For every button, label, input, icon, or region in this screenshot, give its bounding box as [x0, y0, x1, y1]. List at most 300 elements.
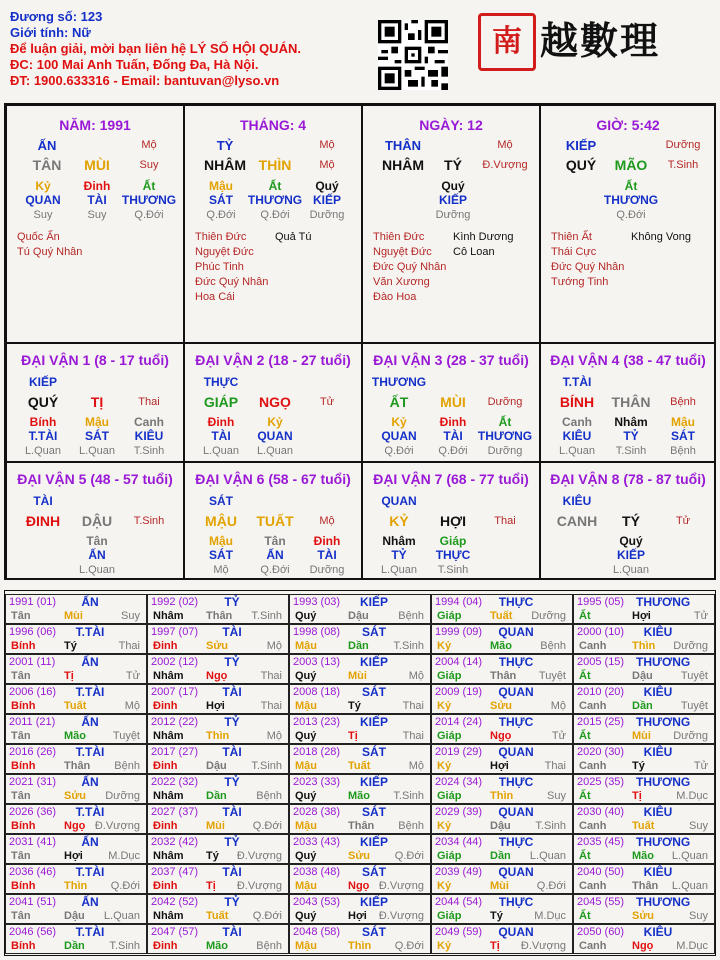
year-star: SÁT [362, 865, 386, 879]
year-can: Canh [579, 640, 607, 652]
decade-hidden-stem: Mậu [85, 415, 109, 429]
pillar-chi: THÌN [258, 157, 292, 173]
year-star: SÁT [362, 925, 386, 939]
year-cell [431, 594, 573, 624]
decade-hidden-star: TỶ [623, 429, 639, 443]
pillar-can: QUÝ [565, 157, 597, 173]
year-star: THỰC [498, 655, 534, 669]
decade-hidden-life: L.Quan [24, 445, 62, 457]
hidden-stem: Kỷ [35, 179, 51, 193]
year-can: Kỷ [437, 880, 452, 892]
year-chi: Dần [348, 640, 369, 652]
year-chi: Tị [632, 790, 642, 802]
year-chi: Tý [64, 640, 77, 652]
year-cell [5, 654, 147, 684]
decade-can: ẤT [389, 394, 409, 410]
year-can: Nhâm [153, 910, 184, 922]
year-star: THƯƠNG [636, 715, 691, 729]
year-life: Q.Đới [110, 880, 140, 892]
year-label: 2039 (49) [435, 866, 483, 878]
year-star: T.TÀI [75, 685, 105, 699]
year-can: Nhâm [153, 610, 184, 622]
contact-line: Để luận giải, mời bạn liên hệ LÝ SỐ HỘI QUÁN. [10, 41, 301, 56]
year-cell [147, 594, 289, 624]
decade-hidden-star: THƯƠNG [477, 429, 533, 443]
year-star: QUAN [498, 625, 534, 639]
decade-cell [540, 462, 716, 580]
year-star: KIÊU [643, 745, 673, 759]
year-life: Q.Đới [394, 940, 424, 952]
year-life: Đ.Vượng [236, 850, 282, 862]
year-can: Canh [579, 880, 607, 892]
year-cell [431, 864, 573, 894]
year-can: Mậu [295, 640, 317, 652]
annual-luck-table [4, 590, 716, 956]
year-can: Giáp [437, 790, 462, 802]
decade-hidden-stem: Tân [86, 534, 108, 548]
year-star: SÁT [362, 685, 386, 699]
year-life: T.Sinh [535, 820, 566, 832]
year-star: ẤN [81, 895, 99, 909]
decade-hidden-life: L.Quan [78, 564, 116, 576]
year-life: L.Quan [671, 850, 708, 862]
year-cell [289, 804, 431, 834]
year-can: Kỷ [437, 760, 452, 772]
hidden-star: THƯƠNG [121, 193, 177, 207]
decade-hidden-stem: Đinh [313, 534, 341, 548]
year-chi: Mùi [64, 610, 83, 622]
hidden-life: Q.Đới [260, 209, 290, 221]
year-life: Mộ [266, 640, 282, 652]
year-label: 2022 (32) [151, 776, 199, 788]
year-can: Nhâm [153, 670, 184, 682]
pillar-life2: Suy [139, 159, 159, 171]
decade-cell [362, 462, 540, 580]
year-label: 2038 (48) [293, 866, 341, 878]
year-label: 2033 (43) [293, 836, 341, 848]
year-star: QUAN [498, 805, 534, 819]
year-cell [5, 804, 147, 834]
pillar-life2: T.Sinh [667, 159, 699, 171]
decade-life: Thai [138, 396, 160, 408]
year-can: Bính [11, 820, 36, 832]
year-life: Tuyệt [538, 670, 566, 682]
year-can: Tân [11, 850, 31, 862]
year-label: 2027 (37) [151, 806, 199, 818]
year-can: Bính [11, 640, 36, 652]
decade-cell [6, 462, 184, 580]
decade-hidden-life: Mộ [213, 564, 229, 576]
year-label: 2047 (57) [151, 926, 199, 938]
year-can: Mậu [295, 760, 317, 772]
year-cell [147, 684, 289, 714]
year-chi: Dậu [206, 760, 227, 772]
year-can: Ất [579, 790, 591, 802]
year-life: Đ.Vượng [378, 880, 424, 892]
decade-chi: HỢI [440, 513, 466, 529]
year-can: Mậu [295, 880, 317, 892]
header-info [10, 9, 301, 89]
year-label: 2021 (31) [9, 776, 57, 788]
spirit-good: Tú Quý Nhân [17, 246, 83, 258]
hidden-stem: Quý [441, 179, 465, 193]
year-star: TÀI [222, 625, 242, 639]
year-life: T.Sinh [393, 790, 424, 802]
year-chi: Hợi [64, 850, 83, 862]
pillar-cell [540, 105, 716, 343]
year-can: Bính [11, 760, 36, 772]
year-life: Mộ [408, 670, 424, 682]
pillar-chi: MÃO [614, 157, 648, 173]
year-label: 2018 (28) [293, 746, 341, 758]
decade-hidden-life: Q.Đới [438, 445, 468, 457]
year-star: KIẾP [359, 835, 388, 849]
year-cell [289, 924, 431, 954]
year-label: 2006 (16) [9, 686, 57, 698]
decade-life: Dưỡng [487, 396, 523, 408]
year-star: ẤN [81, 715, 99, 729]
year-life: Tử [693, 760, 708, 772]
year-cell [573, 654, 715, 684]
decade-hidden-stem: Nhâm [614, 415, 648, 429]
decade-hidden-life: Q.Đới [260, 564, 290, 576]
year-can: Canh [579, 760, 607, 772]
year-label: 2001 (11) [9, 656, 56, 668]
year-star: KIÊU [643, 805, 673, 819]
year-can: Nhâm [153, 730, 184, 742]
year-label: 2015 (25) [577, 716, 625, 728]
year-star: ẤN [81, 835, 99, 849]
year-life: Suy [121, 610, 140, 622]
decade-chi: THÂN [611, 394, 651, 410]
year-label: 1999 (09) [435, 626, 483, 638]
year-cell [431, 834, 573, 864]
spirit-good: Thiên Đức [373, 231, 425, 243]
decade-title: ĐẠI VẬN 3 (28 - 37 tuổi) [373, 352, 529, 368]
decade-title: ĐẠI VẬN 8 (78 - 87 tuổi) [550, 471, 706, 487]
year-life: Bệnh [256, 940, 282, 952]
year-label: 2025 (35) [577, 776, 625, 788]
year-life: Mộ [124, 700, 140, 712]
year-cell [289, 834, 431, 864]
decade-hidden-stem: Ất [498, 415, 512, 429]
spirit-bad: Quả Tú [275, 231, 312, 243]
year-chi: Dậu [632, 670, 653, 682]
year-chi: Tị [348, 730, 358, 742]
year-chi: Tý [348, 700, 361, 712]
decade-hidden-star: SÁT [209, 548, 233, 562]
year-star: TỶ [224, 655, 240, 669]
year-star: ẤN [81, 655, 99, 669]
year-can: Giáp [437, 850, 462, 862]
decade-title: ĐẠI VẬN 1 (8 - 17 tuổi) [21, 352, 169, 368]
year-star: T.TÀI [75, 925, 105, 939]
hidden-stem: Ất [624, 179, 638, 193]
decade-chi: TUẤT [256, 513, 294, 529]
year-cell [573, 744, 715, 774]
pillar-title: GIỜ: 5:42 [596, 117, 660, 133]
year-star: THƯƠNG [636, 835, 691, 849]
year-can: Đinh [153, 880, 178, 892]
year-life: M.Dục [676, 940, 708, 952]
year-star: THƯƠNG [636, 775, 691, 789]
year-star: SÁT [362, 805, 386, 819]
decade-star: TÀI [33, 494, 53, 508]
year-chi: Thân [64, 760, 91, 772]
pillar-chi: TÝ [444, 157, 462, 173]
year-cell [147, 624, 289, 654]
decade-hidden-life: L.Quan [78, 445, 116, 457]
year-label: 2037 (47) [151, 866, 199, 878]
decade-can: BÍNH [559, 394, 595, 410]
spirit-good: Thiên Đức [195, 231, 247, 243]
year-chi: Tý [632, 760, 645, 772]
year-chi: Tị [64, 670, 74, 682]
hidden-life: Q.Đới [206, 209, 236, 221]
year-chi: Sửu [64, 790, 87, 802]
year-star: SÁT [362, 625, 386, 639]
year-cell [573, 714, 715, 744]
decade-star: KIẾP [28, 375, 58, 389]
year-can: Ất [579, 610, 591, 622]
decade-hidden-star: SÁT [671, 429, 695, 443]
decade-hidden-stem: Đinh [207, 415, 235, 429]
year-label: 2042 (52) [151, 896, 199, 908]
year-star: T.TÀI [75, 625, 105, 639]
year-label: 2043 (53) [293, 896, 341, 908]
year-can: Canh [579, 820, 607, 832]
year-life: Thai [402, 730, 424, 742]
year-life: Bệnh [114, 760, 140, 772]
decade-star: SÁT [209, 494, 233, 508]
year-chi: Sửu [348, 850, 371, 862]
year-label: 1992 (02) [151, 596, 199, 608]
year-label: 2017 (27) [151, 746, 199, 758]
decade-hidden-life: Dưỡng [487, 445, 523, 457]
year-label: 2035 (45) [577, 836, 625, 848]
year-chi: Dậu [490, 820, 511, 832]
decade-hidden-stem: Kỷ [267, 415, 283, 429]
year-chi: Ngọ [206, 670, 228, 682]
hidden-stem: Mậu [209, 179, 233, 193]
year-life: Dưỡng [673, 640, 708, 652]
year-chi: Hợi [206, 700, 225, 712]
year-can: Tân [11, 610, 31, 622]
year-chi: Sửu [632, 910, 655, 922]
year-chi: Mùi [348, 670, 367, 682]
year-can: Ất [579, 910, 591, 922]
year-life: Q.Đới [252, 820, 282, 832]
year-chi: Thìn [64, 880, 88, 892]
year-label: 2030 (40) [577, 806, 625, 818]
spirit-good: Phúc Tinh [195, 261, 244, 273]
year-star: ẤN [81, 595, 99, 609]
year-chi: Mùi [490, 880, 509, 892]
decade-star: KIÊU [562, 494, 592, 508]
decade-can: QUÝ [27, 394, 59, 410]
decade-hidden-stem: Canh [562, 415, 592, 429]
year-star: T.TÀI [75, 865, 105, 879]
year-cell [289, 714, 431, 744]
year-label: 2020 (30) [577, 746, 625, 758]
year-chi: Thân [348, 820, 375, 832]
year-label: 2023 (33) [293, 776, 341, 788]
year-chi: Thân [632, 880, 659, 892]
spirit-good: Đức Quý Nhân [195, 276, 269, 288]
year-cell [431, 684, 573, 714]
year-life: Suy [689, 820, 708, 832]
pillar-life: Dưỡng [665, 139, 701, 151]
year-label: 1994 (04) [435, 596, 483, 608]
decade-hidden-life: T.Sinh [615, 445, 647, 457]
pillar-star: ẤN [37, 138, 57, 153]
year-chi: Tuất [348, 760, 371, 772]
spirit-bad: Cô Loan [453, 246, 495, 258]
decade-star: THƯƠNG [371, 375, 427, 389]
decade-hidden-star: KIẾP [616, 548, 646, 562]
decade-hidden-stem: Canh [134, 415, 164, 429]
hidden-star: THƯƠNG [247, 193, 303, 207]
hidden-stem: Quý [315, 179, 339, 193]
spirit-good: Đức Quý Nhân [373, 261, 447, 273]
pillar-title: THÁNG: 4 [239, 117, 307, 133]
pillar-cell [362, 105, 540, 343]
year-can: Kỷ [437, 640, 452, 652]
year-life: Thai [544, 760, 566, 772]
year-label: 2019 (29) [435, 746, 483, 758]
spirit-good: Hoa Cái [195, 291, 235, 303]
decade-life: Bệnh [670, 396, 696, 408]
year-can: Giáp [437, 910, 462, 922]
year-life: Suy [689, 910, 708, 922]
year-label: 2009 (19) [435, 686, 483, 698]
year-star: TỶ [224, 715, 240, 729]
year-chi: Tý [490, 910, 503, 922]
year-label: 1991 (01) [9, 596, 57, 608]
year-chi: Hợi [632, 610, 651, 622]
decade-hidden-life: L.Quan [380, 564, 418, 576]
year-label: 2010 (20) [577, 686, 625, 698]
address-line: ĐC: 100 Mai Anh Tuấn, Đống Đa, Hà Nội. [10, 57, 259, 72]
chart-grid [4, 103, 716, 580]
year-chi: Ngọ [348, 880, 370, 892]
decade-hidden-life: L.Quan [612, 564, 650, 576]
year-label: 1993 (03) [293, 596, 341, 608]
year-can: Đinh [153, 940, 178, 952]
year-cell [5, 894, 147, 924]
year-star: THỰC [498, 595, 534, 609]
year-can: Giáp [437, 610, 462, 622]
year-life: Bệnh [256, 790, 282, 802]
year-cell [147, 834, 289, 864]
year-chi: Ngọ [632, 940, 654, 952]
year-star: KIẾP [359, 775, 388, 789]
decade-cell [184, 343, 362, 462]
decade-hidden-stem: Mậu [209, 534, 233, 548]
spirit-bad: Kình Dương [453, 231, 514, 243]
year-life: L.Quan [529, 850, 566, 862]
year-chi: Tuất [206, 910, 229, 922]
decade-hidden-star: THỰC [435, 548, 471, 562]
year-label: 2044 (54) [435, 896, 483, 908]
year-chi: Mùi [632, 730, 651, 742]
decade-chi: TÝ [622, 513, 640, 529]
year-star: QUAN [498, 865, 534, 879]
year-can: Quý [295, 910, 317, 922]
qr-code-icon [378, 20, 448, 90]
year-cell [5, 624, 147, 654]
year-label: 2002 (12) [151, 656, 199, 668]
year-cell [573, 624, 715, 654]
year-can: Bính [11, 940, 36, 952]
year-can: Đinh [153, 820, 178, 832]
pillar-life: Mộ [141, 139, 157, 151]
year-life: Mộ [408, 760, 424, 772]
year-cell [147, 714, 289, 744]
year-can: Tân [11, 910, 31, 922]
year-star: TÀI [222, 805, 242, 819]
year-life: Tử [551, 730, 566, 742]
decade-hidden-star: TÀI [443, 429, 463, 443]
year-life: T.Sinh [251, 610, 282, 622]
year-label: 2036 (46) [9, 866, 57, 878]
year-label: 2016 (26) [9, 746, 57, 758]
hidden-life: Dưỡng [309, 209, 345, 221]
year-star: KIÊU [643, 925, 673, 939]
pillar-can: NHÂM [204, 157, 246, 173]
year-cell [147, 774, 289, 804]
year-life: M.Dục [108, 850, 140, 862]
decade-life: Tử [319, 396, 335, 408]
year-cell [289, 684, 431, 714]
decade-hidden-life: L.Quan [202, 445, 240, 457]
pillar-can: TÂN [32, 157, 62, 173]
year-star: TỶ [224, 835, 240, 849]
pillar-chi: MÙI [84, 157, 110, 173]
decade-hidden-life: T.Sinh [133, 445, 165, 457]
year-cell [5, 684, 147, 714]
year-life: Tử [125, 670, 140, 682]
pillar-cell [6, 105, 184, 343]
year-label: 1995 (05) [577, 596, 625, 608]
decade-hidden-stem: Quý [619, 534, 643, 548]
year-chi: Tị [206, 880, 216, 892]
year-cell [147, 744, 289, 774]
year-cell [5, 714, 147, 744]
year-life: Suy [547, 790, 566, 802]
year-label: 2031 (41) [9, 836, 57, 848]
decade-hidden-star: TỶ [391, 548, 407, 562]
year-life: Bệnh [398, 610, 424, 622]
phone-email-line: ĐT: 1900.633316 - Email: bantuvan@lyso.vn [10, 73, 280, 88]
decade-cell [540, 343, 716, 462]
year-life: Thai [260, 670, 282, 682]
year-can: Bính [11, 700, 36, 712]
year-chi: Tuất [632, 820, 655, 832]
year-life: Tử [693, 610, 708, 622]
brand-title: 越數理 [540, 18, 661, 63]
year-cell [431, 654, 573, 684]
year-label: 2005 (15) [577, 656, 625, 668]
decade-star: T.TÀI [562, 375, 592, 389]
year-life: L.Quan [671, 880, 708, 892]
year-chi: Thìn [206, 730, 230, 742]
year-chi: Dần [490, 850, 511, 862]
decade-hidden-star: TÀI [317, 548, 337, 562]
year-chi: Dậu [64, 910, 85, 922]
decade-life: T.Sinh [133, 515, 165, 527]
year-can: Quý [295, 850, 317, 862]
